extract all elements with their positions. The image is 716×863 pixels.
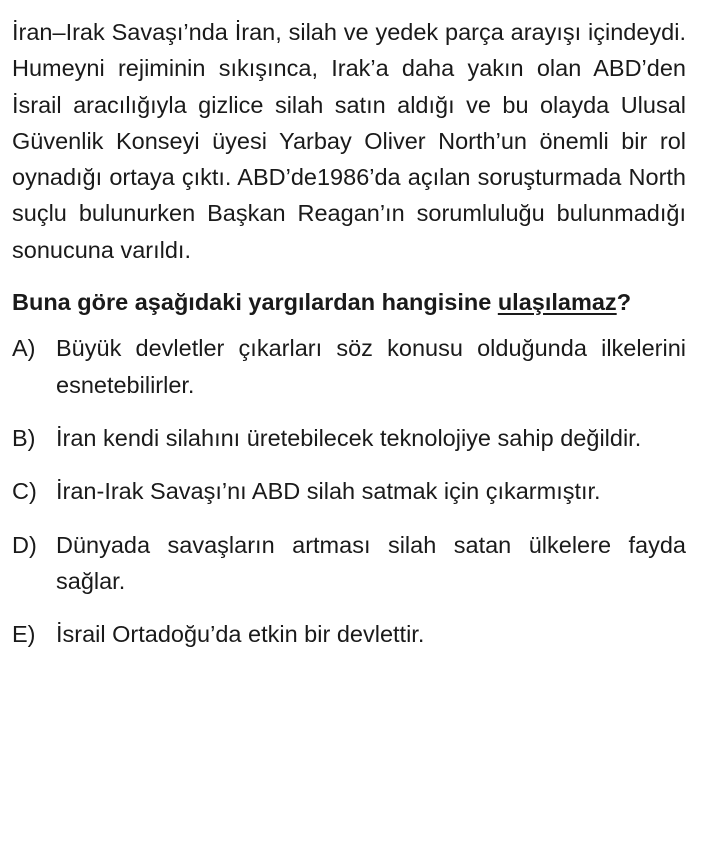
option-a-letter: A)	[12, 335, 36, 362]
option-c[interactable]	[12, 473, 686, 509]
option-e-text: İsrail Ortadoğu’da etkin bir devlettir.	[56, 621, 425, 648]
option-a-text: Büyük devletler çıkarları söz konusu olduğunda ilkelerini esnetebilirler.	[56, 335, 686, 398]
option-c-text: İran-Irak Savaşı’nı ABD silah satmak için çıkarmıştır.	[56, 478, 601, 505]
option-a[interactable]	[12, 330, 686, 403]
option-b-letter: B)	[12, 424, 36, 451]
option-e[interactable]	[12, 616, 686, 652]
option-e-letter: E)	[12, 621, 36, 648]
option-b-text: İran kendi silahını üretebilecek teknolojiye sahip değildir.	[56, 424, 642, 451]
question-suffix: ?	[616, 289, 632, 316]
option-d-text: Dünyada savaşların artması silah satan ülkelere fayda sağlar.	[56, 531, 686, 594]
question-prefix: Buna göre aşağıdaki yargılardan hangisine	[12, 289, 498, 316]
passage-text: İran–Irak Savaşı’nda İran, silah ve yedek parça arayışı içindeydi. Humeyni rejiminin sıkışınca, Irak’a daha yakın olan ABD’den İsrail aracılığıyla gizlice silah satın aldığı ve bu olayda Ulusal Güvenlik Konseyi üyesi Yarbay Oliver North’un önemli bir rol oynadığı ortaya çıktı. ABD’de1986’da açılan soruşturmada North suçlu bulunurken Başkan Reagan’ın sorumluluğu bulunmadığı sonucuna varıldı.	[12, 19, 686, 263]
option-d[interactable]	[12, 527, 686, 600]
option-d-letter: D)	[12, 531, 37, 558]
option-b[interactable]	[12, 420, 686, 456]
question-negation-underlined: ulaşılamaz	[497, 289, 617, 316]
answer-options	[12, 330, 686, 652]
question-card	[12, 14, 686, 669]
question-stem	[12, 284, 686, 320]
option-c-letter: C)	[12, 478, 37, 505]
